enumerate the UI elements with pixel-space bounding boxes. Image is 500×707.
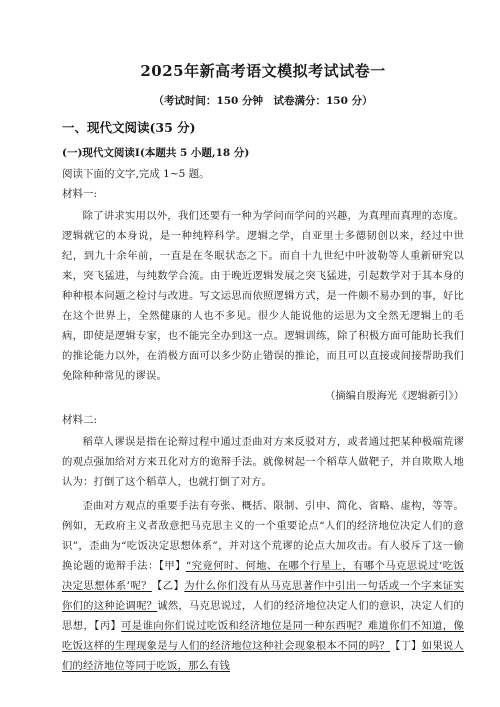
p2-underlined-4: 如果说人们的经济地位等同于吃饭，那么有钱 [62,640,464,672]
p2-segment-a: 歪曲对方观点的重要手法有夸张、概括、限制、引申、简化、省略、虚构，等等。例如，无政府主义者敌意把马克思主义的一个重要论点“人们的经济地位决定人们的意识”，歪曲为“吃饭决定思想体系”，并对这个荒谬的论点大加攻击。有人驳斥了这一偷换论题的诡辩手法：【甲】 [62,500,464,572]
material-one-label: 材料一: [62,188,98,200]
p2-segment-b: 【乙】 [151,580,185,592]
material-one-citation: （摘编自殷海光《逻辑新引》） [324,390,464,402]
material-two-label: 材料二: [62,414,98,426]
exam-info: （考试时间：150 分钟 试卷满分：150 分） [153,95,373,107]
p2-underlined-1: “究竟何时、何地、在哪个行星上，有哪个马克思说过‘吃饭决定思想体系’呢？ [62,560,465,592]
p2-segment-c: 诚然，马克思说过，人们的经济地位决定人们的意识，决定人们的思想，【丙】 [62,600,464,632]
section-heading-reading: 一、现代文阅读(35 分) [62,120,196,135]
material-two-paragraph-2 [62,496,464,676]
subsection-heading: (一)现代文阅读Ⅰ(本题共 5 小题,18 分) [62,147,250,159]
page-title: 2025年新高考语文模拟考试试卷一 [140,62,386,80]
p2-segment-d: 【丁】 [390,640,422,652]
p2-underlined-2: 为什么你们没有从马克思著作中引出一句话或一个字来证实你们的这种论调呢？ [62,580,464,612]
p2-underlined-3: 可是谁向你们说过吃饭和经济地位是同一种东西呢？难道你们不知道，像吃饭这样的生理现象是与人们的经济地位这种社会现象根本不同的吗？ [62,620,464,652]
instruction-text: 阅读下面的文字,完成 1~5 题。 [62,168,210,180]
material-one-paragraph: 除了讲求实用以外，我们还要有一种为学问而学问的兴趣，为真理而真理的态度。逻辑就它的本身说，是一种纯粹科学。逻辑之学，自亚里士多德韧创以来，经过中世纪，到九十余年前，一直是在冬眠状态之下。而自十九世纪中叶波勒等人重新研究以来，突飞猛进，与纯数学合流。由于晚近逻辑发展之突飞猛进，引起数学对于其本身的种种根本问题之检讨与改进。写文运思而依照逻辑方式，是一件颇不易办到的事，好比在这个世界上，全然健康的人也不多见。很少人能说他的运思为文全然无逻辑上的毛病，即使是逻辑专家，也不能完全办到这一点。逻辑训练，除了积极方面可能助长我们的推论能力以外，在消极方面可以多少防止错误的推论，而且可以直接或间接帮助我们免除种种常见的谬误。 [62,210,464,382]
material-two-paragraph-1: 稻草人谬误是指在论辩过程中通过歪曲对方来反驳对方，或者通过把某种极端荒谬的观点强加给对方来丑化对方的诡辩手法。就像树起一个稻草人做靶子，并自欺欺人地认为：打倒了这个稻草人，也就打倒了对方。 [62,436,464,488]
